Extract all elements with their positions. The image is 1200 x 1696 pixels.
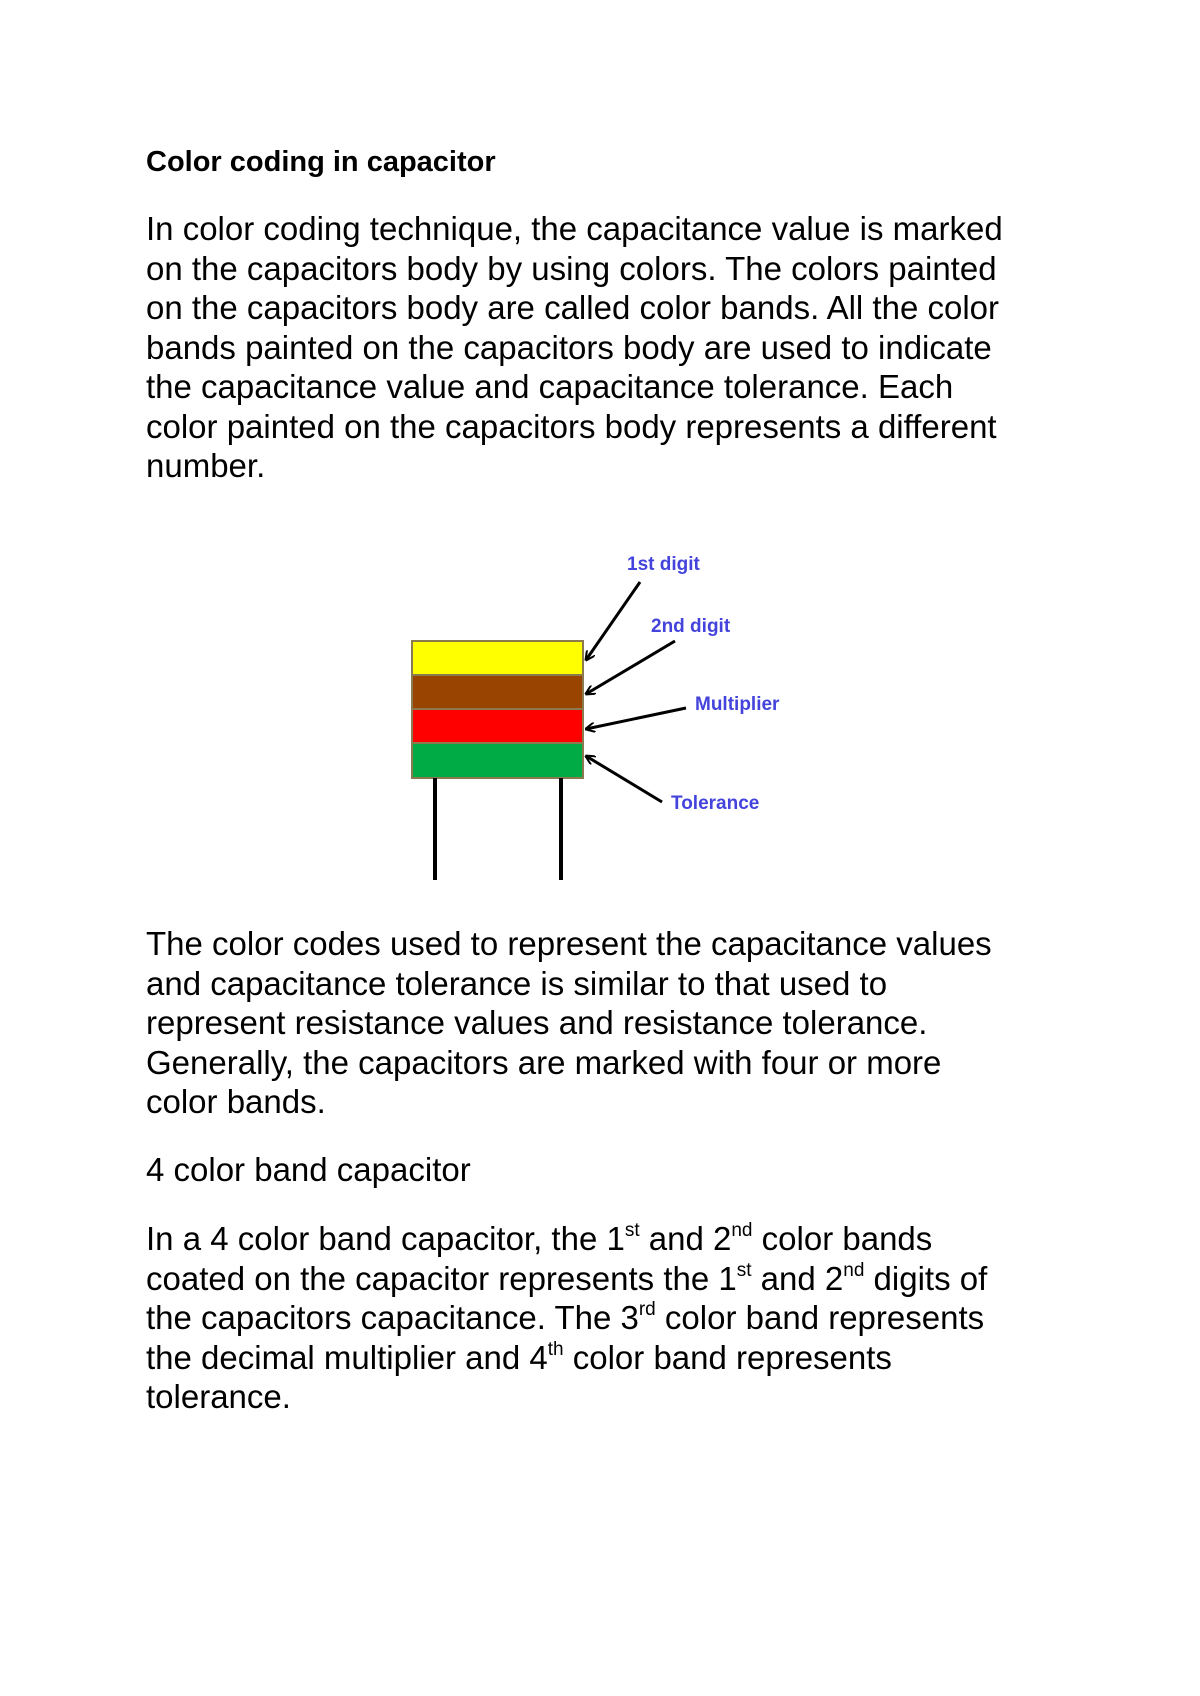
color-band-tolerance bbox=[412, 743, 583, 778]
document-title: Color coding in capacitor bbox=[146, 146, 496, 178]
text-line: bands painted on the capacitors body are used to indicate bbox=[146, 328, 992, 366]
text-line bbox=[146, 1259, 987, 1299]
color-code-paragraph bbox=[146, 924, 992, 1122]
ordinal-superscript: st bbox=[736, 1259, 752, 1281]
text-line: number. bbox=[146, 447, 266, 484]
text-run: color band represents bbox=[563, 1338, 892, 1376]
text-run: and 2 bbox=[639, 1220, 732, 1257]
text-line: The color codes used to represent the capacitance values bbox=[146, 925, 992, 962]
text-line: tolerance. bbox=[146, 1378, 291, 1415]
subheading-text: 4 color band capacitor bbox=[146, 1151, 471, 1188]
text-line: In color coding technique, the capacitance value is marked bbox=[146, 210, 1003, 247]
text-line: color bands. bbox=[146, 1083, 326, 1120]
text-line: Generally, the capacitors are marked with four or more bbox=[146, 1043, 942, 1081]
text-run: the capacitors capacitance. The 3 bbox=[146, 1299, 639, 1336]
ordinal-superscript: th bbox=[547, 1338, 564, 1360]
ordinal-superscript: nd bbox=[843, 1259, 865, 1281]
text-run: the decimal multiplier and 4 bbox=[146, 1338, 548, 1376]
section-subheading bbox=[146, 1150, 471, 1190]
text-run: color bands bbox=[752, 1220, 933, 1257]
tolerance-arrow bbox=[586, 756, 662, 802]
intro-paragraph bbox=[146, 209, 1003, 486]
text-run: digits of bbox=[864, 1259, 988, 1297]
text-run: coated on the capacitor represents the 1 bbox=[146, 1259, 737, 1297]
text-line bbox=[146, 1338, 987, 1378]
color-band-first-digit bbox=[412, 641, 583, 675]
first-digit-label: 1st digit bbox=[627, 554, 700, 575]
text-line bbox=[146, 1219, 987, 1259]
text-line: the capacitance value and capacitance tolerance. Each bbox=[146, 368, 954, 405]
first-digit-arrow bbox=[586, 582, 640, 660]
ordinal-superscript: rd bbox=[638, 1299, 656, 1320]
text-run: color band represents bbox=[655, 1299, 985, 1336]
text-run: In a 4 color band capacitor, the 1 bbox=[146, 1220, 625, 1257]
color-band-second-digit bbox=[412, 675, 583, 709]
text-line: color painted on the capacitors body represents a different bbox=[146, 407, 997, 445]
tolerance-label: Tolerance bbox=[671, 793, 760, 814]
color-band-multiplier bbox=[412, 709, 583, 743]
text-line: on the capacitors body are called color bands. All the color bbox=[146, 289, 1000, 326]
second-digit-arrow bbox=[586, 641, 675, 694]
text-run: and 2 bbox=[751, 1259, 844, 1297]
ordinal-superscript: st bbox=[624, 1220, 640, 1241]
text-line bbox=[146, 1298, 987, 1338]
multiplier-arrow bbox=[586, 708, 686, 729]
second-digit-label: 2nd digit bbox=[651, 616, 731, 637]
text-line: and capacitance tolerance is similar to that used to bbox=[146, 964, 888, 1002]
text-line: on the capacitors body by using colors. The colors painted bbox=[146, 249, 997, 287]
text-line: represent resistance values and resistance tolerance. bbox=[146, 1004, 928, 1041]
four-band-paragraph bbox=[146, 1219, 987, 1417]
multiplier-label: Multiplier bbox=[695, 694, 780, 715]
ordinal-superscript: nd bbox=[731, 1220, 753, 1241]
